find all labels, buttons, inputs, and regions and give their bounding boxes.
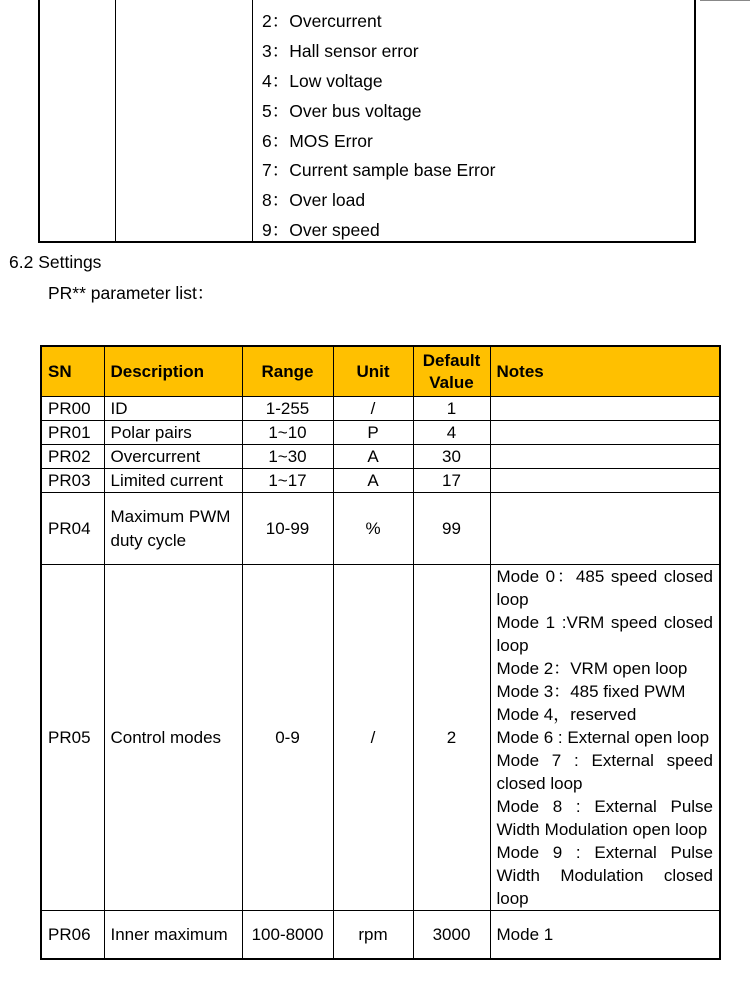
cell-notes [490,421,720,445]
table-column-divider [115,0,116,241]
cell-notes [490,493,720,565]
cell-default: 1 [413,397,490,421]
cell-description: Inner maximum [104,911,242,959]
table-row [41,911,720,959]
cell-default: 2 [413,565,490,911]
mode-note: Mode 4，reserved [496,705,637,724]
mode-note: Mode 9 : External Pulse Width Modulation closed loop [496,843,713,908]
error-code-item: 8：Over load [262,190,366,211]
cell-description: Limited current [104,469,242,493]
page-edge-rule [700,0,750,1]
cell-default: 17 [413,469,490,493]
cell-notes: Mode 1 [490,911,720,959]
section-heading: 6.2 Settings [9,252,102,272]
cell-unit: A [333,469,413,493]
cell-unit: rpm [333,911,413,959]
table-row [41,397,720,421]
cell-range: 10-99 [242,493,333,565]
cell-sn: PR03 [41,469,104,493]
header-description: Description [104,346,242,397]
error-code-item: 5：Over bus voltage [262,100,422,121]
cell-range: 1~10 [242,421,333,445]
error-code-item: 3：Hall sensor error [262,40,419,61]
cell-notes [490,469,720,493]
header-unit: Unit [333,346,413,397]
table-row [41,493,720,565]
mode-note: Mode 0：485 speed closed loop [496,567,713,609]
table-column-divider [252,0,253,241]
cell-sn: PR00 [41,397,104,421]
mode-note: Mode 8 : External Pulse Width Modulation open loop [496,797,713,839]
cell-notes-control-modes [490,565,720,911]
cell-unit: A [333,445,413,469]
cell-range: 0-9 [242,565,333,911]
error-code-item: 7：Current sample base Error [262,160,496,181]
table-row [41,469,720,493]
cell-unit: / [333,397,413,421]
mode-note: Mode 7 : External speed closed loop [496,751,713,793]
error-code-item: 6：MOS Error [262,130,373,151]
cell-unit: P [333,421,413,445]
error-code-table [38,0,696,243]
cell-default: 4 [413,421,490,445]
cell-range: 1~17 [242,469,333,493]
cell-unit: / [333,565,413,911]
header-range: Range [242,346,333,397]
parameter-table [40,345,721,960]
cell-default: 99 [413,493,490,565]
table-row [41,445,720,469]
cell-range: 1-255 [242,397,333,421]
mode-note: Mode 6 : External open loop [496,728,710,747]
mode-note: Mode 3：485 fixed PWM [496,682,686,701]
error-code-item: 2：Overcurrent [262,11,382,31]
mode-note: Mode 1 :VRM speed closed loop [496,613,713,655]
table-row [41,421,720,445]
mode-note: Mode 2：VRM open loop [496,659,688,678]
cell-description: Overcurrent [104,445,242,469]
cell-range: 1~30 [242,445,333,469]
header-sn: SN [41,346,104,397]
cell-description: ID [104,397,242,421]
cell-range: 100-8000 [242,911,333,959]
cell-default: 3000 [413,911,490,959]
section-subheading: PR** parameter list： [48,283,215,303]
header-default-value: Default Value [413,346,490,397]
error-code-item: 4：Low voltage [262,70,383,91]
cell-description: Control modes [104,565,242,911]
cell-notes [490,397,720,421]
error-code-list [262,8,495,247]
cell-description: Polar pairs [104,421,242,445]
table-header-row [41,346,720,397]
cell-sn: PR06 [41,911,104,959]
error-code-item: 9：Over speed [262,220,380,241]
header-notes: Notes [490,346,720,397]
table-row [41,565,720,911]
cell-sn: PR05 [41,565,104,911]
cell-description: Maximum PWM duty cycle [104,493,242,565]
cell-default: 30 [413,445,490,469]
cell-sn: PR04 [41,493,104,565]
cell-notes [490,445,720,469]
cell-sn: PR02 [41,445,104,469]
cell-sn: PR01 [41,421,104,445]
cell-unit: % [333,493,413,565]
